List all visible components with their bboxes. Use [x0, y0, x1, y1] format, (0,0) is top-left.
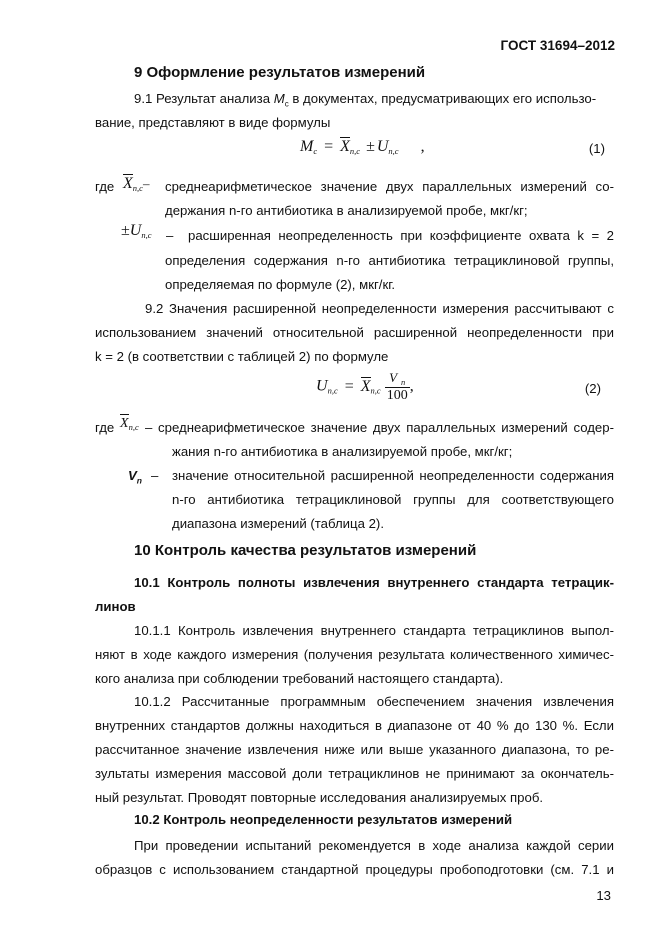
where-label: где [95, 179, 115, 194]
formula-2-number: (2) [584, 381, 601, 396]
symbol: U [316, 377, 328, 395]
subscript: n,c [128, 422, 139, 432]
subscript: n,c [388, 146, 399, 156]
symbol-x-bar: X [340, 138, 350, 155]
variable-M: M [273, 91, 285, 106]
definition-3-line-1: – среднеарифметическое значение двух параллельных измерений содер- [145, 420, 614, 435]
plus-minus-sign: ± [366, 138, 375, 155]
symbol: U [129, 222, 142, 239]
symbol: U [376, 138, 389, 155]
formula-2 [316, 370, 414, 404]
paragraph-10-1-2-line-5: ный результат. Проводят повторные исследования анализируемых проб. [95, 790, 544, 805]
definition-2-dash: – [166, 228, 174, 243]
symbol-x-bar: X [123, 175, 133, 192]
subscript: n [401, 377, 406, 387]
subscript: n,c [132, 183, 143, 193]
subscript: c [284, 99, 289, 109]
paragraph-10-2-line-1: При проведении испытаний рекомендуется в ходе анализа каждой серии [134, 838, 614, 853]
paragraph-10-1-1-line-1: 10.1.1 Контроль извлечения внутреннего стандарта тетрациклинов выпол- [134, 623, 614, 638]
subscript: n,c [141, 230, 152, 240]
paragraph-10-2-line-2: образцов с использованием стандартной процедуры пробоподготовки (см. 7.1 и [95, 862, 614, 877]
fraction-denominator: 100 [386, 388, 408, 403]
definition-3-symbol [120, 414, 139, 432]
definition-4-symbol [128, 468, 142, 489]
dash: – [142, 176, 150, 191]
paragraph-10-1-1-line-2: няют в ходе каждого измерения (получения результата количественного химичес- [95, 647, 614, 662]
paragraph-9-1-line-2: вание, представляют в виде формулы [95, 115, 331, 130]
plus-minus-sign: ± [121, 222, 130, 239]
comma: , [409, 377, 414, 395]
symbol-x-bar: X [120, 416, 129, 431]
paragraph-10-1-2-line-3: рассчитанное значение извлечения ниже или выше указанного диапазона, то ре- [95, 742, 614, 757]
definition-2-line-2: определения содержания n-го антибиотика тетрациклиновой группы, [165, 253, 614, 268]
definition-3-line-2: жания n-го антибиотика в анализируемой пробе, мкг/кг; [172, 444, 513, 459]
equals-sign: = [344, 377, 354, 395]
paragraph-9-2-line-1: 9.2 Значения расширенной неопределенности измерения рассчитывают с [145, 301, 614, 316]
subsection-10-2-heading: 10.2 Контроль неопределенности результатов измерений [134, 812, 513, 827]
formula-1 [300, 137, 425, 156]
subscript: n [136, 475, 142, 486]
comma: , [420, 138, 425, 155]
subsection-10-1-heading-line-1: 10.1 Контроль полноты извлечения внутреннего стандарта тетрацик- [134, 575, 614, 590]
paragraph-9-2-line-3: k = 2 (в соответствии с таблицей 2) по формуле [95, 349, 389, 364]
symbol: M [300, 138, 314, 155]
paragraph-10-1-1-line-3: кого анализа при соблюдении требований настоящего стандарта). [95, 671, 504, 686]
fraction [385, 370, 410, 404]
subscript: c [313, 146, 318, 156]
page-number: 13 [596, 888, 611, 903]
subscript: n,c [327, 385, 338, 396]
definition-2-line-1: расширенная неопределенность при коэффициенте охвата k = 2 [188, 228, 614, 243]
symbol-x-bar: X [360, 377, 371, 395]
paragraph-10-1-2-line-4: зультаты измерения массовой доли тетрациклинов не принимают за окончатель- [95, 766, 614, 781]
subsection-10-1-heading-line-2: линов [95, 599, 136, 614]
definition-4-dash: – [151, 468, 159, 483]
symbol: V [128, 468, 137, 483]
paragraph-10-1-2-line-1: 10.1.2 Рассчитанные программным обеспечением значения извлечения [134, 694, 614, 709]
text-run: 9.1 Результат анализа [134, 91, 271, 106]
formula-1-number: (1) [588, 141, 605, 156]
section-9-heading: 9 Оформление результатов измерений [134, 64, 426, 81]
definition-1-symbol [123, 174, 149, 193]
definition-1-line-1: среднеарифметическое значение двух параллельных измерений со- [165, 179, 614, 194]
section-10-heading: 10 Контроль качества результатов измерений [134, 542, 477, 559]
definition-4-line-2: n-го антибиотика тетрациклиновой группы для соответствующего [172, 492, 614, 507]
where-label-2: где [95, 420, 115, 435]
symbol: V [389, 370, 398, 385]
definition-4-line-3: диапазона измерений (таблица 2). [172, 516, 384, 531]
definition-4-line-1: значение относительной расширенной неопределенности содержания [172, 468, 614, 483]
fraction-numerator [385, 370, 410, 388]
equals-sign: = [324, 138, 334, 155]
text-run: в документах, предусматривающих его использо- [288, 91, 597, 106]
subscript: n,c [370, 385, 381, 396]
definition-2-line-3: определяемая по формуле (2), мкг/кг. [165, 277, 396, 292]
paragraph-9-1-line-1 [134, 91, 596, 113]
subscript: n,c [349, 146, 361, 156]
paragraph-10-1-2-line-2: внутренних стандартов должны находиться в диапазоне от 40 % до 130 %. Если [95, 718, 614, 733]
definition-2-symbol [121, 222, 152, 240]
definition-1-line-2: держания n-го антибиотика в анализируемой пробе, мкг/кг; [165, 203, 528, 218]
standard-number: ГОСТ 31694–2012 [500, 38, 615, 53]
paragraph-9-2-line-2: использованием значений относительной расширенной неопределенности при [95, 325, 614, 340]
